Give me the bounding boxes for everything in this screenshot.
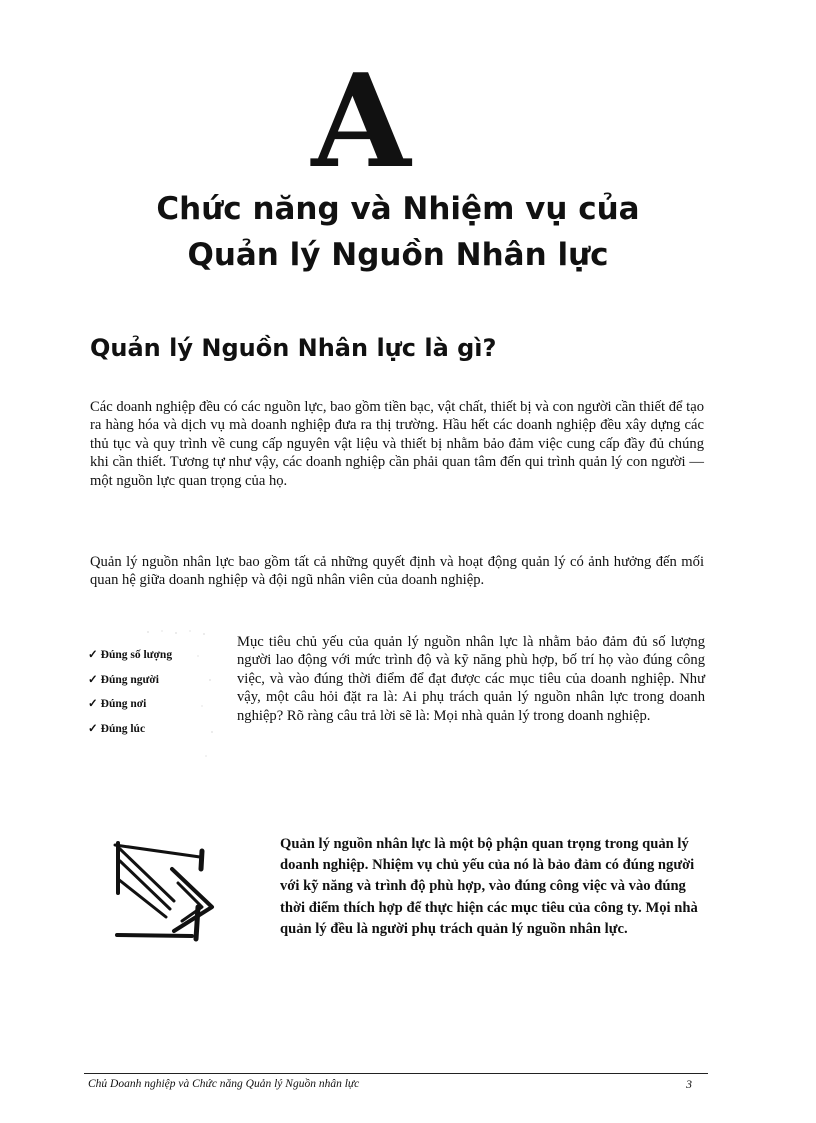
checklist-item-label: Đúng lúc [100, 722, 146, 735]
page-number: 3 [686, 1077, 692, 1091]
footer-divider [84, 1073, 708, 1074]
chapter-title [90, 186, 706, 278]
chapter-title-line-1: Chức năng và Nhiệm vụ của [156, 191, 640, 227]
section-title: Quản lý Nguồn Nhân lực là gì? [90, 334, 497, 362]
checklist-item [88, 722, 218, 747]
check-icon: ✓ [88, 722, 98, 735]
summary-callout: Quản lý nguồn nhân lực là một bộ phận quan trọng trong quản lý doanh nghiệp. Nhiệm vụ chủ yếu của nó là bảo đảm có đúng người với kỹ năng và trình độ phù hợp, vào đúng công việc và vào đúng thời điểm thích hợp để thực hiện các mục tiêu của công ty. Mọi nhà quản lý đều là người phụ trách quản lý nguồn nhân lực. [280, 836, 698, 937]
checklist-item [88, 673, 218, 698]
arrow-in-box-icon [112, 835, 216, 945]
checklist-item-label: Đúng nơi [100, 698, 147, 710]
chapter-title-line-2: Quản lý Nguồn Nhân lực [187, 237, 609, 273]
chapter-letter: A [311, 47, 409, 197]
paragraph-resources: Các doanh nghiệp đều có các nguồn lực, bao gồm tiền bạc, vật chất, thiết bị và con người cần thiết để tạo ra hàng hóa và dịch vụ mà doanh nghiệp đưa ra thị trường. Hầu hết các doanh nghiệp đều xây dựng các thủ tục và quy trình về cung cấp nguyên vật liệu và thiết bị nhằm bảo đảm việc cung cấp đầy đủ chúng khi cần thiết. Tương tự như vậy, các doanh nghiệp cần phải quan tâm đến qui trình quản lý con người — một nguồn lực quan trọng của họ. [90, 399, 704, 489]
paragraph-definition: Quản lý nguồn nhân lực bao gồm tất cả những quyết định và hoạt động quản lý có ảnh hưởng đến mối quan hệ giữa doanh nghiệp và đội ngũ nhân viên của doanh nghiệp. [90, 554, 704, 589]
check-icon: ✓ [88, 698, 98, 710]
checklist-item [88, 648, 218, 673]
right-things-checklist [88, 648, 218, 746]
paragraph-objective: Mục tiêu chủ yếu của quản lý nguồn nhân lực là nhằm bảo đảm đủ số lượng người lao động với mức trình độ và kỹ năng phù hợp, bố trí họ vào đúng công việc, và vào đúng thời điểm để đạt được các mục tiêu của doanh nghiệp. Như vậy, một câu hỏi đặt ra là: Ai phụ trách quản lý nguồn nhân lực trong doanh nghiệp? Rõ ràng câu trả lời sẽ là: Mọi nhà quản lý trong doanh nghiệp. [237, 634, 705, 724]
check-icon: ✓ [88, 673, 98, 686]
checklist-item-label: Đúng số lượng [100, 649, 173, 661]
checklist-item-label: Đúng người [100, 673, 159, 686]
check-icon: ✓ [88, 649, 98, 661]
checklist-item [88, 697, 218, 722]
running-footer: Chủ Doanh nghiệp và Chức năng Quản lý Nguồn nhân lực [88, 1078, 360, 1090]
